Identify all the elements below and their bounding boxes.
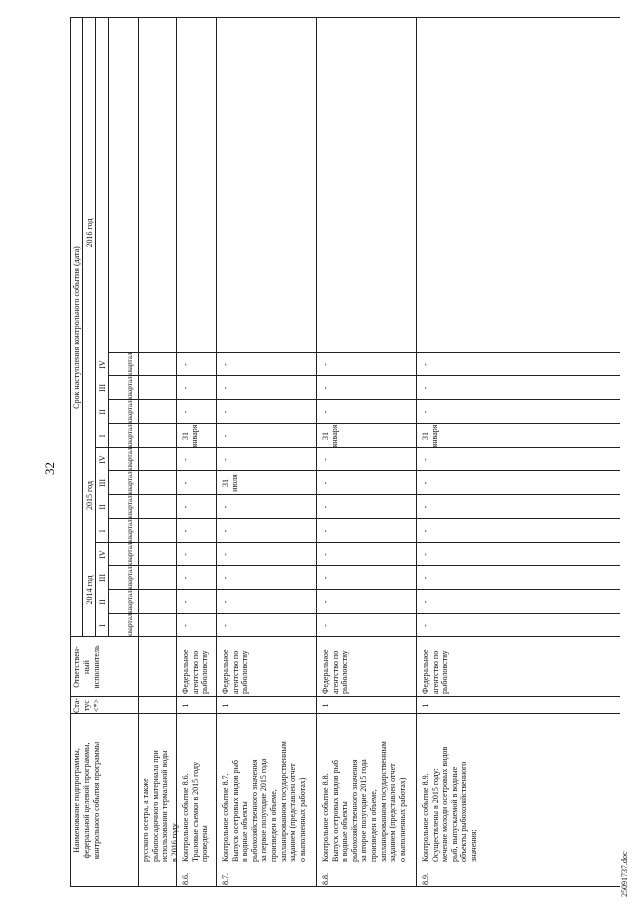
row-deadline-dash: - [221,553,230,556]
row-name-line: заданием (представлен отчет [388,763,398,862]
row-name-line: о выполненных работах) [397,777,407,862]
header-status-label: <*> [92,698,101,713]
row-deadline-dash: - [321,363,330,366]
header-quarter-numeral: III [98,384,107,392]
row-deadline-date: 31 января [421,424,440,448]
col-border-name [70,713,620,714]
row-deadline-dash: - [321,505,330,509]
header-quarter-word: квартал [126,542,134,566]
row-responsible-line: рыболовству [440,650,450,694]
header-quarter-word: квартал [126,400,134,424]
row-responsible-line: Федеральное [221,649,230,694]
row-separator [176,18,177,887]
row-deadline-dash: - [221,434,230,438]
row-name-line: мечение молоди осетровых видов [440,746,450,862]
row-deadline-dash: - [421,481,430,485]
row-deadline-dash: - [181,410,190,414]
row-name-line: произведен в объеме, [369,789,378,862]
row-name-line: рыбопосадочного материала при [150,750,160,862]
row-name-line: использовании термальной воды [160,750,170,862]
row-separator [416,18,417,887]
row-deadline-dash: - [221,505,230,509]
row-name-line: за второе полугодие 2015 года [359,759,369,862]
row-deadline-dash: - [221,624,230,627]
row-name-line: Осуществлены в 2015 году: [430,768,440,862]
row-name-line: Траловые съемки в 2015 году [190,761,200,862]
col-border-status [70,696,620,697]
row-number: 8.6. [181,873,190,885]
header-quarter-word: квартал [126,519,134,543]
col-border-resp [70,636,620,637]
row-number: 8.9. [421,873,430,885]
row-deadline-dash: - [221,386,230,390]
header-quarter-word: квартал [126,613,134,637]
header-rule-quarters [108,18,109,637]
row-responsible-line: рыболовству [200,650,210,694]
row-deadline-dash: - [181,505,190,509]
row-deadline-dash: - [321,458,330,461]
row-name-line: в 2016 году [169,823,179,862]
footer-filename: 25091737.doc [620,851,629,897]
row-name-line: о выполненных работах) [297,777,307,862]
row-name-line: запланированном государственным [278,741,288,862]
row-deadline-dash: - [321,410,330,414]
header-quarter-word: квартал [126,376,134,400]
row-name-line: рыб, выпускаемой в водные [449,766,459,862]
row-deadline-date: 31 января [181,424,200,448]
row-name-line: Выпуск осетровых видов рыб [330,760,340,862]
row-deadline-dash: - [321,553,330,556]
row-name-line: проведены [200,825,210,862]
row-name-line: произведен в объеме, [269,789,278,862]
row-deadline-dash: - [221,410,230,414]
row-deadline-dash: - [181,624,190,627]
row-responsible-line: Федеральное [321,649,330,694]
header-status-label: Ста- [72,697,81,713]
header-quarter-numeral: IV [98,360,107,369]
row-responsible-line: рыболовству [240,650,250,694]
header-name-label: контрольного события программы [92,741,101,860]
row-deadline-dash: - [421,386,430,390]
header-quarter-numeral: III [98,574,107,582]
row-separator [216,18,217,887]
header-quarter-numeral: I [98,529,107,533]
header-quarter-numeral: I [98,624,107,627]
row-deadline-dash: - [181,576,190,580]
page-number: 32 [42,462,57,475]
row-name-line: Контрольное событие 8.6. [181,773,190,862]
row-name-line: русского осетра, а также [141,778,150,862]
header-quarter-numeral: IV [98,455,107,464]
row-responsible-line: агентство по [230,650,240,694]
col-border-right [70,17,620,18]
row-deadline-dash: - [181,363,190,366]
row-deadline-date: 31 июля [221,474,240,492]
row-status: 1 [181,703,190,708]
header-year-label: 2014 год [85,575,94,605]
row-deadline-dash: - [221,529,230,533]
header-responsible-label: ный [82,660,91,674]
row-name-line: за первое полугодие 2015 года [259,758,269,862]
row-status: 1 [221,703,230,708]
row-responsible-line: Федеральное [421,649,430,694]
row-deadline-dash: - [421,624,430,627]
row-deadline-dash: - [321,529,330,533]
row-deadline-dash: - [181,600,190,604]
header-quarter-numeral: II [98,409,107,415]
header-name-label: федеральной целевой программы, [82,742,91,859]
col-border-left [70,886,620,887]
header-rule-years [95,18,96,637]
row-deadline-dash: - [181,529,190,533]
row-number: 8.7. [221,873,230,885]
row-responsible-line: Федеральное [181,649,190,694]
header-responsible-label: Ответствен- [72,646,81,688]
row-deadline-dash: - [321,576,330,580]
row-name-line: рыбохозяйственного значения [249,759,259,862]
row-status: 1 [421,703,430,708]
row-name-line: Выпуск осетровых видов рыб [230,760,240,862]
header-quarter-numeral: II [98,599,107,605]
row-responsible-line: рыболовству [340,650,350,694]
header-quarter-numeral: III [98,479,107,487]
row-responsible-line: агентство по [190,650,200,694]
row-name-line: значения; [469,829,478,862]
row-deadline-dash: - [421,600,430,604]
row-deadline-dash: - [321,481,330,485]
row-deadline-dash: - [221,576,230,580]
row-deadline-dash: - [321,386,330,390]
row-name-line: рыбохозяйственного значения [349,759,359,862]
header-quarter-word: квартал [126,471,134,495]
row-deadline-dash: - [321,624,330,627]
col-border-quarter [95,542,620,543]
col-border-quarter [95,447,620,448]
header-status-label: тус [82,700,91,711]
row-name-line: в водные объекты [340,801,350,862]
header-bottom-border [138,18,139,887]
header-quarter-word: квартал [126,566,134,590]
table-top-border [70,18,71,887]
row-deadline-dash: - [221,600,230,604]
header-rule-deadline [82,18,83,637]
header-quarter-word: квартал [126,447,134,471]
row-deadline-dash: - [181,386,190,390]
row-deadline-dash: - [421,458,430,461]
row-separator [316,18,317,887]
row-name-line: объекты рыбохозяйственного [459,761,469,862]
row-deadline-dash: - [421,529,430,533]
header-responsible-label: исполнитель [92,645,101,689]
row-deadline-dash: - [221,458,230,461]
row-name-line: в водные объекты [240,801,250,862]
row-responsible-line: агентство по [430,650,440,694]
header-quarter-numeral: IV [98,550,107,559]
row-deadline-date: 31 января [321,424,340,448]
row-deadline-dash: - [421,576,430,580]
row-deadline-dash: - [421,363,430,366]
header-year-label: 2016 год [85,218,94,248]
row-number: 8.8. [321,873,330,885]
row-deadline-dash: - [181,458,190,461]
header-quarter-word: квартал [126,590,134,614]
row-responsible-line: агентство по [330,650,340,694]
header-year-label: 2015 год [85,481,94,510]
header-quarter-word: квартал [126,424,134,448]
row-status: 1 [321,703,330,708]
row-deadline-dash: - [421,553,430,556]
row-deadline-dash: - [421,410,430,414]
row-name-line: заданием (представлен отчет [288,763,298,862]
row-name-line: Контрольное событие 8.9. [421,773,430,862]
header-deadline-label: Срок наступления контрольного события (дата) [72,246,81,409]
row-deadline-dash: - [221,363,230,366]
row-deadline-dash: - [181,553,190,556]
header-name-label: Наименование подпрограммы, [72,748,81,853]
header-quarter-numeral: II [98,504,107,510]
header-quarter-word: квартал [126,495,134,519]
row-name-line: Контрольное событие 8.8. [321,773,330,862]
row-name-line: запланированном государственным [378,741,388,862]
header-quarter-numeral: I [98,434,107,438]
row-deadline-dash: - [321,600,330,604]
row-name-line: Контрольное событие 8.7. [221,773,230,862]
header-quarter-word: квартал [126,352,134,376]
row-deadline-dash: - [181,481,190,485]
row-deadline-dash: - [421,505,430,509]
